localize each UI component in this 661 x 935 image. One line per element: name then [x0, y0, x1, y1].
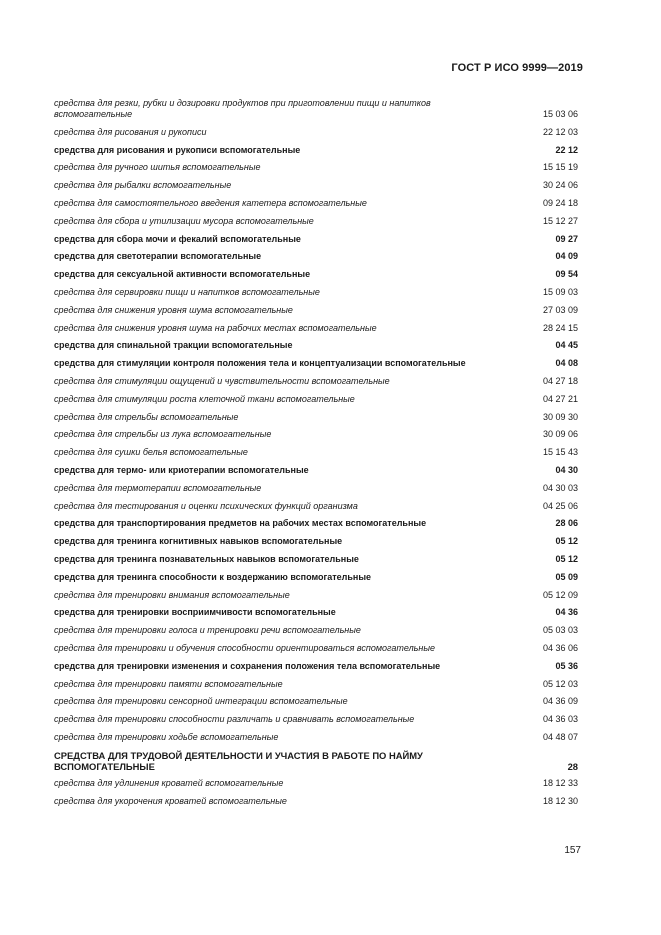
entry-term: средства для стрельбы из лука вспомогательные [54, 429, 272, 440]
index-entry [54, 340, 578, 351]
entry-code: 04 27 18 [542, 375, 578, 386]
entry-term: средства для тренинга когнитивных навыков вспомогательные [54, 536, 343, 547]
index-entry [54, 98, 578, 120]
index-entry [54, 607, 578, 618]
index-entry [54, 778, 578, 789]
entry-term: средства для тренинга познавательных навыков вспомогательные [54, 553, 359, 564]
entry-code: 05 12 [555, 536, 578, 547]
index-entry [54, 287, 578, 298]
entry-term: средства для тренировки изменения и сохранения положения тела вспомогательные [54, 660, 441, 671]
index-entry [54, 127, 578, 138]
entry-code: 28 24 15 [542, 322, 578, 333]
entry-code: 04 45 [555, 340, 578, 351]
entry-code: 05 03 03 [542, 625, 578, 636]
index-entry [54, 679, 578, 690]
index-entry [54, 643, 578, 654]
entry-code: 15 15 19 [542, 162, 578, 173]
index-entry [54, 180, 578, 191]
index-entry [54, 412, 578, 423]
entry-code: 04 48 07 [542, 731, 578, 742]
entry-term: средства для тренировки ходьбе вспомогательные [54, 731, 279, 742]
entry-code: 05 12 03 [542, 678, 578, 689]
entry-term: средства для снижения уровня шума на рабочих местах вспомогательные [54, 322, 377, 333]
entry-term: средства для рисования и рукописи [54, 126, 207, 137]
entry-term: средства для ручного шитья вспомогательные [54, 162, 261, 173]
entry-term: средства для тренировки восприимчивости вспомогательные [54, 607, 336, 618]
entry-term: средства для сушки белья вспомогательные [54, 447, 248, 458]
index-entry [54, 305, 578, 316]
entry-term: средства для спинальной тракции вспомогательные [54, 340, 293, 351]
entry-code: 18 12 30 [542, 796, 578, 807]
index-entry [54, 536, 578, 547]
index-entry [54, 518, 578, 529]
document-header: ГОСТ Р ИСО 9999—2019 [451, 62, 583, 74]
index-entry [54, 465, 578, 476]
entry-code: 05 36 [555, 660, 578, 671]
entry-term: средства для тренировки и обучения способности ориентироваться вспомогательные [54, 642, 435, 653]
entry-code: 15 12 27 [542, 215, 578, 226]
index-entry [54, 358, 578, 369]
entry-code: 04 30 03 [542, 482, 578, 493]
index-entry [54, 269, 578, 280]
index-entry [54, 750, 578, 772]
entry-code: 18 12 33 [542, 778, 578, 789]
entry-term: средства для самостоятельного введения катетера вспомогательные [54, 197, 367, 208]
entry-term: средства для сбора и утилизации мусора вспомогательные [54, 215, 314, 226]
entry-term: средства для снижения уровня шума вспомогательные [54, 304, 293, 315]
index-entry [54, 251, 578, 262]
index-entry [54, 732, 578, 743]
entry-code: 22 12 03 [542, 126, 578, 137]
entry-term: средства для светотерапии вспомогательные [54, 251, 262, 262]
index-entry [54, 216, 578, 227]
entry-term: средства для тренировки сенсорной интеграции вспомогательные [54, 696, 348, 707]
index-entry [54, 162, 578, 173]
entry-term: средства для сервировки пищи и напитков вспомогательные [54, 286, 320, 297]
index-entry [54, 234, 578, 245]
index-entry [54, 696, 578, 707]
index-entry [54, 394, 578, 405]
index-entry [54, 376, 578, 387]
index-entry [54, 796, 578, 807]
entry-term: средства для тренинга способности к воздержанию вспомогательные [54, 571, 372, 582]
entry-code: 28 [567, 760, 578, 772]
entry-term: средства для транспортирования предметов на рабочих местах вспомогательные [54, 518, 427, 529]
entry-term: средства для укорочения кроватей вспомогательные [54, 796, 287, 807]
entry-term: средства для резки, рубки и дозировки продуктов при приготовлении пищи и напитков вспомогательные [54, 98, 431, 119]
index-entry [54, 714, 578, 725]
index-entry [54, 572, 578, 583]
entry-code: 04 27 21 [542, 393, 578, 404]
entry-term: средства для рыбалки вспомогательные [54, 180, 232, 191]
entry-code: 15 03 06 [542, 109, 578, 119]
index-entry [54, 429, 578, 440]
entry-code: 05 12 09 [542, 589, 578, 600]
index-entry [54, 661, 578, 672]
index-entry [54, 501, 578, 512]
entry-code: 04 30 [555, 464, 578, 475]
index-entry [54, 145, 578, 156]
entry-code: 09 27 [555, 233, 578, 244]
index-entry [54, 554, 578, 565]
entry-code: 28 06 [555, 518, 578, 529]
entry-term: средства для тренировки внимания вспомогательные [54, 589, 290, 600]
entry-code: 27 03 09 [542, 304, 578, 315]
entry-code: 30 09 06 [542, 429, 578, 440]
entry-term: средства для стрельбы вспомогательные [54, 411, 239, 422]
index-entry [54, 323, 578, 334]
entry-term: средства для сексуальной активности вспомогательные [54, 269, 311, 280]
entry-code: 04 25 06 [542, 500, 578, 511]
index-list [54, 98, 578, 814]
entry-term: средства для рисования и рукописи вспомогательные [54, 144, 301, 155]
entry-code: 22 12 [555, 144, 578, 155]
index-entry [54, 198, 578, 209]
entry-term: средства для термотерапии вспомогательные [54, 482, 262, 493]
index-entry [54, 625, 578, 636]
entry-code: 15 09 03 [542, 286, 578, 297]
entry-code: 04 08 [555, 358, 578, 369]
index-entry [54, 590, 578, 601]
entry-code: 04 36 03 [542, 714, 578, 725]
entry-code: 09 24 18 [542, 197, 578, 208]
entry-code: 15 15 43 [542, 447, 578, 458]
entry-term: средства для стимуляции роста клеточной ткани вспомогательные [54, 393, 355, 404]
entry-term: средства для термо- или криотерапии вспомогательные [54, 464, 309, 475]
entry-code: 04 36 [555, 607, 578, 618]
entry-code: 04 36 06 [542, 642, 578, 653]
entry-code: 04 09 [555, 251, 578, 262]
entry-code: 30 09 30 [542, 411, 578, 422]
entry-term: средства для тестирования и оценки психических функций организма [54, 500, 358, 511]
index-entry [54, 447, 578, 458]
entry-term: средства для стимуляции ощущений и чувствительности вспомогательные [54, 375, 390, 386]
entry-term: СРЕДСТВА ДЛЯ ТРУДОВОЙ ДЕЯТЕЛЬНОСТИ И УЧАСТИЯ В РАБОТЕ ПО НАЙМУ ВСПОМОГАТЕЛЬНЫЕ [54, 749, 423, 772]
entry-term: средства для удлинения кроватей вспомогательные [54, 778, 284, 789]
entry-term: средства для тренировки голоса и тренировки речи вспомогательные [54, 625, 361, 636]
entry-term: средства для сбора мочи и фекалий вспомогательные [54, 233, 301, 244]
entry-code: 05 09 [555, 571, 578, 582]
page-number: 157 [564, 845, 581, 856]
index-entry [54, 483, 578, 494]
entry-term: средства для тренировки памяти вспомогательные [54, 678, 283, 689]
entry-term: средства для стимуляции контроля положения тела и концептуализации вспомогательные [54, 358, 466, 369]
entry-code: 04 36 09 [542, 696, 578, 707]
entry-code: 30 24 06 [542, 180, 578, 191]
entry-code: 09 54 [555, 269, 578, 280]
entry-code: 05 12 [555, 553, 578, 564]
entry-term: средства для тренировки способности различать и сравнивать вспомогательные [54, 714, 415, 725]
